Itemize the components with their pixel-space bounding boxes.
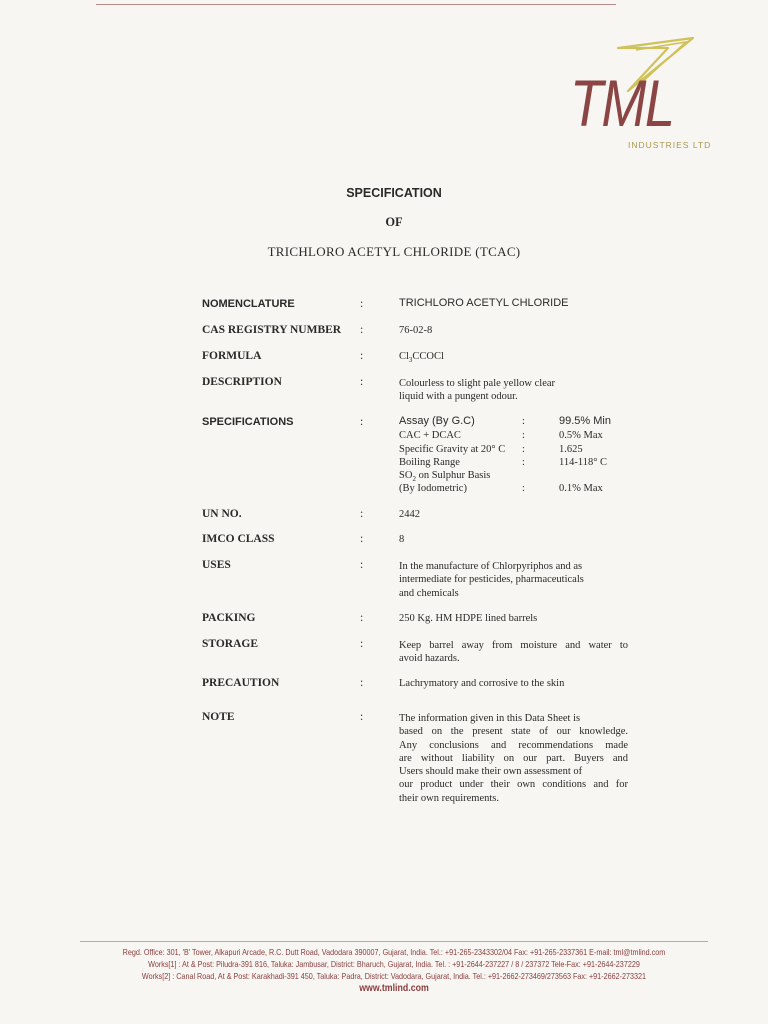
value-storage: [399, 639, 628, 666]
formula-suffix: CCOCl: [412, 351, 444, 362]
footer-rule: [80, 941, 708, 942]
colon: :: [360, 559, 364, 571]
colon: :: [360, 324, 364, 336]
note-line: based on the present state of our knowledge.: [399, 726, 628, 738]
note-line: The information given in this Data Sheet is: [399, 713, 581, 724]
spec-name: Boiling Range: [399, 457, 460, 468]
top-rule: [96, 4, 616, 5]
spec-name-suffix: on Sulphur Basis: [415, 470, 491, 481]
spec-value: 1.625: [559, 444, 583, 455]
formula-prefix: Cl: [399, 351, 409, 362]
label-nomenclature: NOMENCLATURE: [202, 298, 295, 310]
colon: :: [360, 638, 364, 650]
value-cas-number: 76-02-8: [399, 325, 433, 336]
value-formula: [399, 350, 444, 367]
note-line: Any conclusions and recommendations made: [399, 739, 628, 751]
spec-name: Specific Gravity at 20° C: [399, 444, 506, 455]
label-un-number: UN NO.: [202, 508, 242, 520]
spec-name: CAC + DCAC: [399, 430, 461, 441]
label-note: NOTE: [202, 711, 235, 723]
value-note: [399, 712, 628, 805]
spec-value: 99.5% Min: [559, 415, 611, 427]
label-precaution: PRECAUTION: [202, 677, 280, 689]
heading-product: TRICHLORO ACETYL CHLORIDE (TCAC): [267, 244, 521, 259]
footer-works-1: Works[1] : At & Post: Piludra-391 816, Taluka: Jambusar, District: Bharuch, Gujarat, India. Tel. : +91-2644-237227 / 8 / 237372 Tele-Fax: +91-2644-237229: [148, 960, 640, 969]
description-line: Colourless to slight pale yellow clear: [399, 378, 556, 389]
logo-subtitle: INDUSTRIES LTD: [628, 140, 712, 150]
spec-value: 0.5% Max: [559, 430, 603, 441]
colon: :: [522, 483, 525, 494]
storage-line: avoid hazards.: [399, 653, 460, 665]
colon: :: [522, 444, 525, 455]
note-line: our product under their own conditions and for: [399, 779, 628, 791]
colon: :: [522, 430, 525, 441]
spec-name-prefix: SO: [399, 470, 413, 481]
label-packing: PACKING: [202, 612, 256, 624]
heading-specification: SPECIFICATION: [346, 186, 442, 200]
spec-value: 114-118° C: [559, 457, 608, 468]
note-line: Users should make their own assessment of: [399, 766, 583, 778]
value-description: [399, 377, 555, 404]
value-un-number: 2442: [399, 509, 420, 520]
colon: :: [360, 298, 364, 310]
footer-website-link[interactable]: www.tmlind.com: [359, 983, 429, 994]
note-line: their own requirements.: [399, 792, 500, 804]
value-precaution: Lachrymatory and corrosive to the skin: [399, 678, 565, 689]
footer-registered-office: Regd. Office: 301, 'B' Tower, Alkapuri Arcade, R.C. Dutt Road, Vadodara 390007, Gujarat, India. Tel.: +91-265-2343302/04 Fax: +91-265-2337361 E-mail: tml@tmlind.com: [122, 948, 666, 957]
heading-of: OF: [385, 215, 403, 229]
spec-name: Assay (By G.C): [399, 415, 475, 427]
uses-line: and chemicals: [399, 587, 459, 599]
label-imco-class: IMCO CLASS: [202, 533, 275, 545]
label-storage: STORAGE: [202, 638, 259, 650]
colon: :: [522, 457, 525, 468]
value-nomenclature: TRICHLORO ACETYL CHLORIDE: [399, 297, 569, 309]
colon: :: [360, 350, 364, 362]
company-logo: [568, 36, 718, 156]
formula-subscript: 3: [408, 356, 413, 365]
note-line: are without liability on our part. Buyers and: [399, 752, 628, 764]
label-formula: FORMULA: [202, 350, 262, 362]
colon: :: [360, 376, 364, 388]
value-imco-class: 8: [399, 534, 405, 545]
description-line: liquid with a pungent odour.: [399, 391, 518, 403]
uses-line: intermediate for pesticides, pharmaceuticals: [399, 574, 584, 586]
colon: :: [360, 416, 364, 428]
colon: :: [360, 711, 364, 723]
label-uses: USES: [202, 559, 231, 571]
footer-works-2: Works[2] : Canal Road, At & Post: Karakhadi-391 450, Taluka: Padra, District: Vadodara, Gujarat, India. Tel.: +91-2662-273469/273563 Fax: +91-2662-273321: [141, 972, 647, 981]
spec-name-subscript: 2: [412, 475, 416, 484]
label-description: DESCRIPTION: [202, 376, 282, 388]
colon: :: [360, 533, 364, 545]
colon: :: [360, 677, 364, 689]
storage-line: Keep barrel away from moisture and water to: [399, 640, 628, 651]
value-uses: [399, 560, 584, 600]
colon: :: [360, 508, 364, 520]
logo-brand: TML: [570, 66, 674, 140]
spec-value: 0.1% Max: [559, 483, 603, 494]
spec-name: (By Iodometric): [399, 483, 467, 494]
uses-line: In the manufacture of Chlorpyriphos and as: [399, 561, 583, 572]
colon: :: [522, 416, 525, 427]
label-cas-number: CAS REGISTRY NUMBER: [202, 324, 342, 336]
colon: :: [360, 612, 364, 624]
value-packing: 250 Kg. HM HDPE lined barrels: [399, 613, 538, 624]
label-specifications: SPECIFICATIONS: [202, 416, 294, 428]
